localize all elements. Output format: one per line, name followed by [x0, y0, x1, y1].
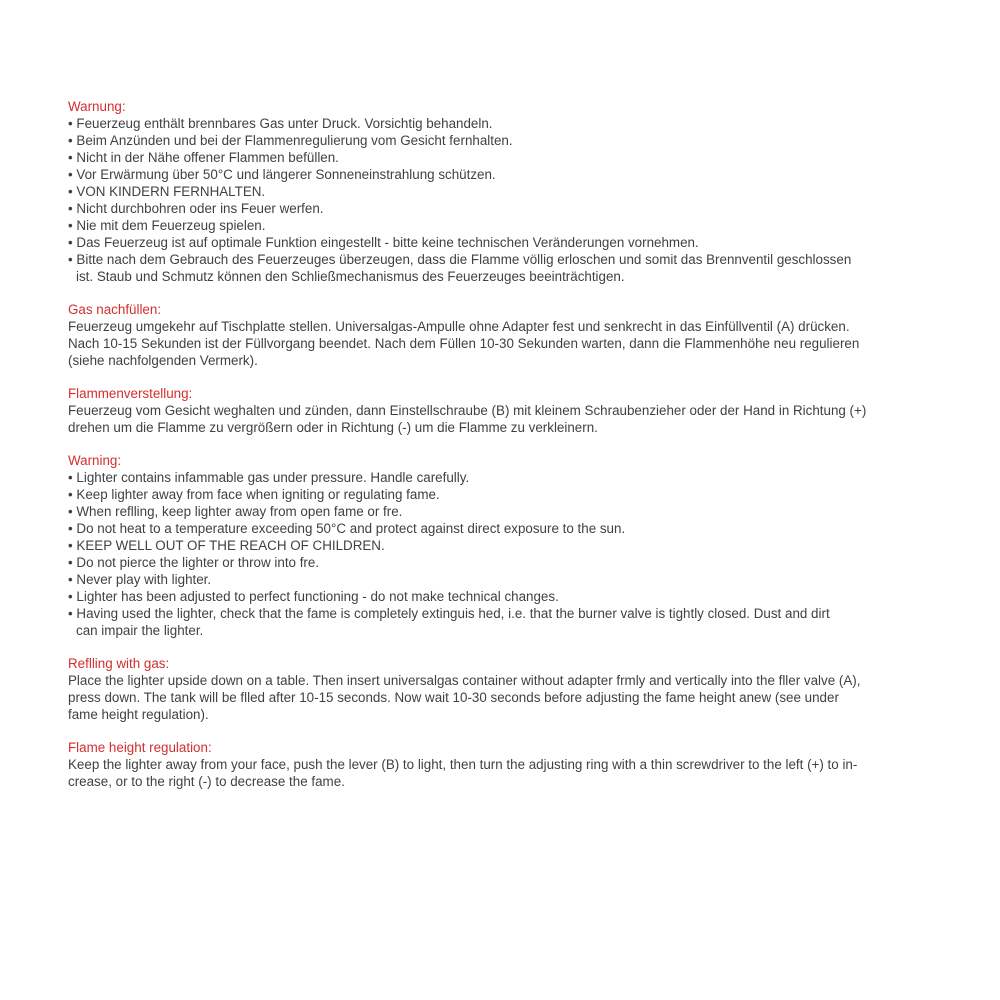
text-line: • Nicht in der Nähe offener Flammen befüllen.: [68, 150, 339, 165]
text-line: • Keep lighter away from face when igniting or regulating fame.: [68, 487, 440, 502]
section: [68, 301, 1000, 369]
section: [68, 655, 1000, 723]
text-line: • Never play with lighter.: [68, 572, 212, 587]
section-heading: Gas nachfüllen:: [68, 302, 162, 317]
text-line: • Bitte nach dem Gebrauch des Feuerzeuges überzeugen, dass die Flamme völlig erloschen und somit das Brennventil geschlossen: [68, 252, 852, 267]
section: [68, 98, 1000, 285]
text-line: • Do not heat to a temperature exceeding 50°C and protect against direct exposure to the sun.: [68, 521, 626, 536]
text-line: press down. The tank will be flled after 10-15 seconds. Now wait 10-30 seconds before adjusting the fame height anew (see under: [68, 690, 839, 705]
section-heading: Warnung:: [68, 99, 126, 114]
text-line: • Lighter has been adjusted to perfect functioning - do not make technical changes.: [68, 589, 559, 604]
text-line: crease, or to the right (-) to decrease the fame.: [68, 774, 345, 789]
section: [68, 385, 1000, 436]
text-line: drehen um die Flamme zu vergrößern oder in Richtung (-) um die Flamme zu verkleinern.: [68, 420, 598, 435]
sections-container: [68, 98, 1000, 790]
text-line: • Nicht durchbohren oder ins Feuer werfen.: [68, 201, 324, 216]
text-line: • Beim Anzünden und bei der Flammenregulierung vom Gesicht fernhalten.: [68, 133, 513, 148]
section: [68, 452, 1000, 639]
section-heading: Flame height regulation:: [68, 740, 212, 755]
text-line: Feuerzeug umgekehr auf Tischplatte stellen. Universalgas-Ampulle ohne Adapter fest und senkrecht in das Einfüllventil (A) drücken.: [68, 319, 850, 334]
text-line: Keep the lighter away from your face, push the lever (B) to light, then turn the adjusting ring with a thin screwdriver to the left (+) to in-: [68, 757, 858, 772]
section-heading: Reflling with gas:: [68, 656, 170, 671]
section: [68, 739, 1000, 790]
text-line: Place the lighter upside down on a table. Then insert universalgas container without adapter frmly and vertically into the fller valve (A),: [68, 673, 861, 688]
section-heading: Flammenverstellung:: [68, 386, 193, 401]
text-line: • Having used the lighter, check that the fame is completely extinguis hed, i.e. that the burner valve is tightly closed. Dust and dirt: [68, 606, 830, 621]
text-line: • Do not pierce the lighter or throw into fre.: [68, 555, 320, 570]
text-line: • Das Feuerzeug ist auf optimale Funktion eingestellt - bitte keine technischen Veränderungen vornehmen.: [68, 235, 699, 250]
text-line: • VON KINDERN FERNHALTEN.: [68, 184, 266, 199]
text-line: can impair the lighter.: [76, 623, 204, 638]
text-line: Feuerzeug vom Gesicht weghalten und zünden, dann Einstellschraube (B) mit kleinem Schraubenzieher oder der Hand in Richtung (+): [68, 403, 867, 418]
text-line: • KEEP WELL OUT OF THE REACH OF CHILDREN.: [68, 538, 385, 553]
text-line: (siehe nachfolgenden Vermerk).: [68, 353, 258, 368]
text-line: • Nie mit dem Feuerzeug spielen.: [68, 218, 266, 233]
text-line: fame height regulation).: [68, 707, 209, 722]
text-line: • Lighter contains infammable gas under pressure. Handle carefully.: [68, 470, 470, 485]
text-line: Nach 10-15 Sekunden ist der Füllvorgang beendet. Nach dem Füllen 10-30 Sekunden warten, dann die Flammenhöhe neu regulieren: [68, 336, 860, 351]
text-line: • Feuerzeug enthält brennbares Gas unter Druck. Vorsichtig behandeln.: [68, 116, 493, 131]
text-line: • When reflling, keep lighter away from open fame or fre.: [68, 504, 403, 519]
text-line: • Vor Erwärmung über 50°C und längerer Sonneneinstrahlung schützen.: [68, 167, 496, 182]
section-heading: Warning:: [68, 453, 122, 468]
text-line: ist. Staub und Schmutz können den Schließmechanismus des Feuerzeuges beeinträchtigen.: [76, 269, 625, 284]
